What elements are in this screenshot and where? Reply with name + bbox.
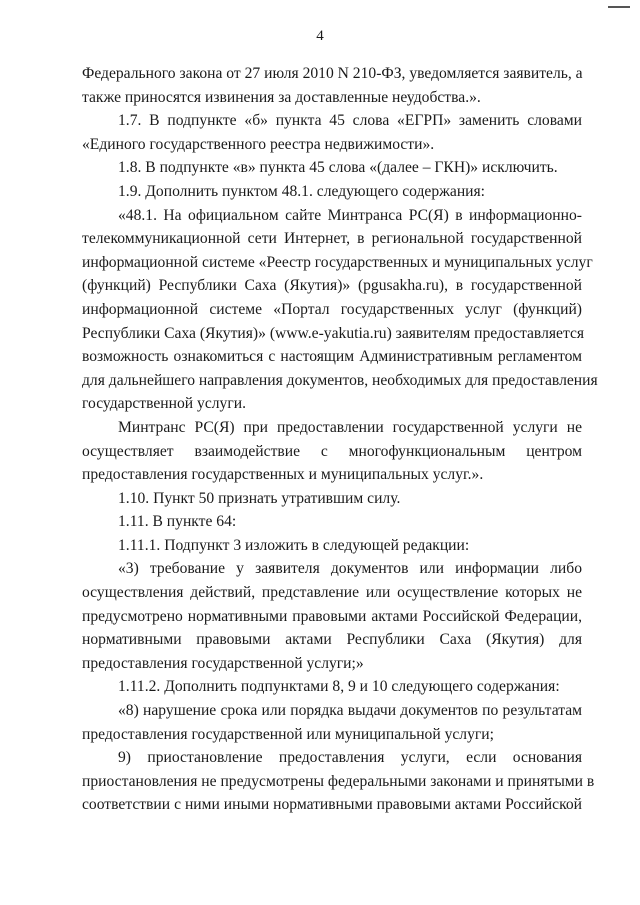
text-line: 1.8. В подпункте «в» пункта 45 слова «(далее – ГКН)» исключить.	[118, 159, 558, 177]
text-line: информационной системе «Портал государственных услуг (функций)	[82, 300, 582, 318]
text-line: телекоммуникационной сети Интернет, в региональной государственной	[82, 230, 582, 248]
text-line: Федерального закона от 27 июля 2010 N 210-ФЗ, уведомляется заявитель, а	[82, 65, 583, 82]
text-line: Минтранс РС(Я) при предоставлении государственной услуги не	[118, 418, 582, 436]
text-line: 1.11. В пункте 64:	[118, 513, 237, 531]
text-line: 1.11.2. Дополнить подпунктами 8, 9 и 10 следующего содержания:	[118, 678, 560, 696]
scan-mark-top-right	[608, 6, 630, 8]
text-line: нормативными правовыми актами Республики Саха (Якутия) для	[82, 631, 582, 649]
text-line: 9) приостановление предоставления услуги, если основания	[118, 749, 582, 767]
text-line: осуществляет взаимодействие с многофункциональным центром	[82, 442, 582, 460]
text-line: 1.10. Пункт 50 признать утратившим силу.	[118, 489, 401, 507]
text-line: соответствии с ними иными нормативными правовыми актами Российской	[82, 796, 582, 814]
text-line: осуществления действий, представление или осуществление которых не	[82, 584, 582, 602]
text-line: (функций) Республики Саха (Якутия)» (pgusakha.ru), в государственной	[82, 277, 582, 295]
text-line: предусмотрено нормативными правовыми актами Российской Федерации,	[82, 607, 582, 625]
text-line: «Единого государственного реестра недвижимости».	[82, 135, 435, 153]
text-line: предоставления государственной или муниципальной услуги;	[82, 725, 494, 743]
text-line: для дальнейшего направления документов, необходимых для предоставления	[82, 371, 598, 389]
text-line: «48.1. На официальном сайте Минтранса РС(Я) в информационно-	[118, 206, 582, 224]
text-line: государственной услуги.	[82, 395, 246, 413]
text-line: «8) нарушение срока или порядка выдачи документов по результатам	[118, 702, 582, 720]
text-line: 1.9. Дополнить пунктом 48.1. следующего содержания:	[118, 182, 486, 200]
text-line: приостановления не предусмотрены федеральными законами и принятыми в	[82, 772, 595, 790]
document-body	[82, 62, 598, 817]
text-line: предоставления государственных и муниципальных услуг.».	[82, 466, 484, 484]
text-line: «3) требование у заявителя документов или информации либо	[118, 560, 582, 578]
text-line: возможность ознакомиться с настоящим Административным регламентом	[82, 348, 582, 366]
text-line: Республики Саха (Якутия)» (www.e-yakutia.ru) заявителям предоставляется	[82, 324, 585, 342]
text-line: предоставления государственной услуги;»	[82, 654, 364, 672]
text-line: 1.11.1. Подпункт 3 изложить в следующей редакции:	[118, 536, 470, 554]
text-line: 1.7. В подпункте «б» пункта 45 слова «ЕГРП» заменить словами	[118, 112, 582, 130]
text-line: также приносятся извинения за доставленные неудобства.».	[82, 88, 481, 106]
page-number: 4	[316, 28, 324, 44]
text-line: информационной системе «Реестр государственных и муниципальных услуг	[82, 253, 593, 271]
